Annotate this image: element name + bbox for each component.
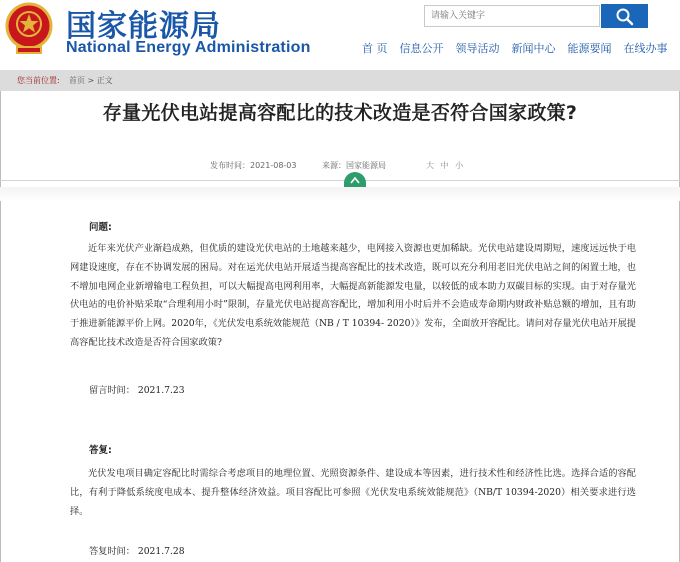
- font-size-switcher[interactable]: 大 中 小: [426, 161, 466, 170]
- publish-date: 发布时间：2021-08-03: [210, 161, 297, 170]
- question-time: 留言时间： 2021.7.23: [89, 385, 185, 396]
- nav-energy-news[interactable]: 能源要闻: [567, 42, 612, 55]
- breadcrumb-path[interactable]: 首页 > 正文: [69, 76, 113, 85]
- nav-info-public[interactable]: 信息公开: [399, 42, 444, 55]
- chevron-up-icon: [344, 172, 366, 187]
- site-name-en[interactable]: National Energy Administration: [66, 39, 311, 56]
- share-icon[interactable]: [344, 172, 366, 187]
- site-name-cn[interactable]: 国家能源局: [66, 9, 221, 44]
- page-title: 存量光伏电站提高容配比的技术改造是否符合国家政策?: [102, 102, 578, 124]
- nav-news-center[interactable]: 新闻中心: [511, 42, 556, 55]
- article-source: 来源：国家能源局: [322, 161, 386, 170]
- nav-home[interactable]: 首 页: [362, 42, 388, 55]
- nav-online-service[interactable]: 在线办事: [623, 42, 668, 55]
- main-nav: [362, 40, 668, 56]
- search-button[interactable]: [601, 4, 648, 28]
- divider: [0, 180, 680, 181]
- site-header: [0, 0, 680, 66]
- question-text: 近年来光伏产业渐趋成熟，但优质的建设光伏电站的土地越来越少，电网接入资源也更加稀缺。光伏电站建设周期短，速度远远快于电网建设速度，存在不协调发展的困局。对在运光伏电站开展适当提高容配比的技术改造，既可以充分利用老旧光伏电站之间的闲置土地，也不增加电网企业新增输电工程负担，可以大幅提高电网利用率，大幅提高新能源发电量，以较低的成本助力双碳目标的实现。由于对存量光伏电站的电价补贴采取“合理利用小时”限制，存量光伏电站提高容配比，增加利用小时后并不会造成寿命期内财政补贴总额的增加，且有助于推进新能源平价上网。2020年，《光伏发电系统效能规范（NB / T 10394- 2020）》发布，全面放开容配比。请问对存量光伏电站开展提高容配比技术改造是否符合国家政策?: [70, 243, 636, 348]
- national-emblem-icon: [4, 2, 54, 58]
- question-label: 问题:: [89, 222, 112, 233]
- nav-leader-activity[interactable]: 领导活动: [455, 42, 500, 55]
- breadcrumb-location-label: 您当前位置:: [17, 76, 60, 85]
- search-input[interactable]: [424, 5, 600, 27]
- search-icon: [615, 7, 635, 27]
- answer-time: 答复时间： 2021.7.28: [89, 546, 185, 557]
- answer-label: 答复:: [89, 445, 112, 456]
- answer-text: 光伏发电项目确定容配比时需综合考虑项目的地理位置、光照资源条件、建设成本等因素，进行技术性和经济性比选。选择合适的容配比，有利于降低系统度电成本、提升整体经济效益。项目容配比可参照《光伏发电系统效能规范》（NB/T 10394-2020）相关要求进行选择。: [70, 468, 636, 517]
- breadcrumb: [0, 70, 680, 91]
- divider-shadow: [0, 187, 680, 201]
